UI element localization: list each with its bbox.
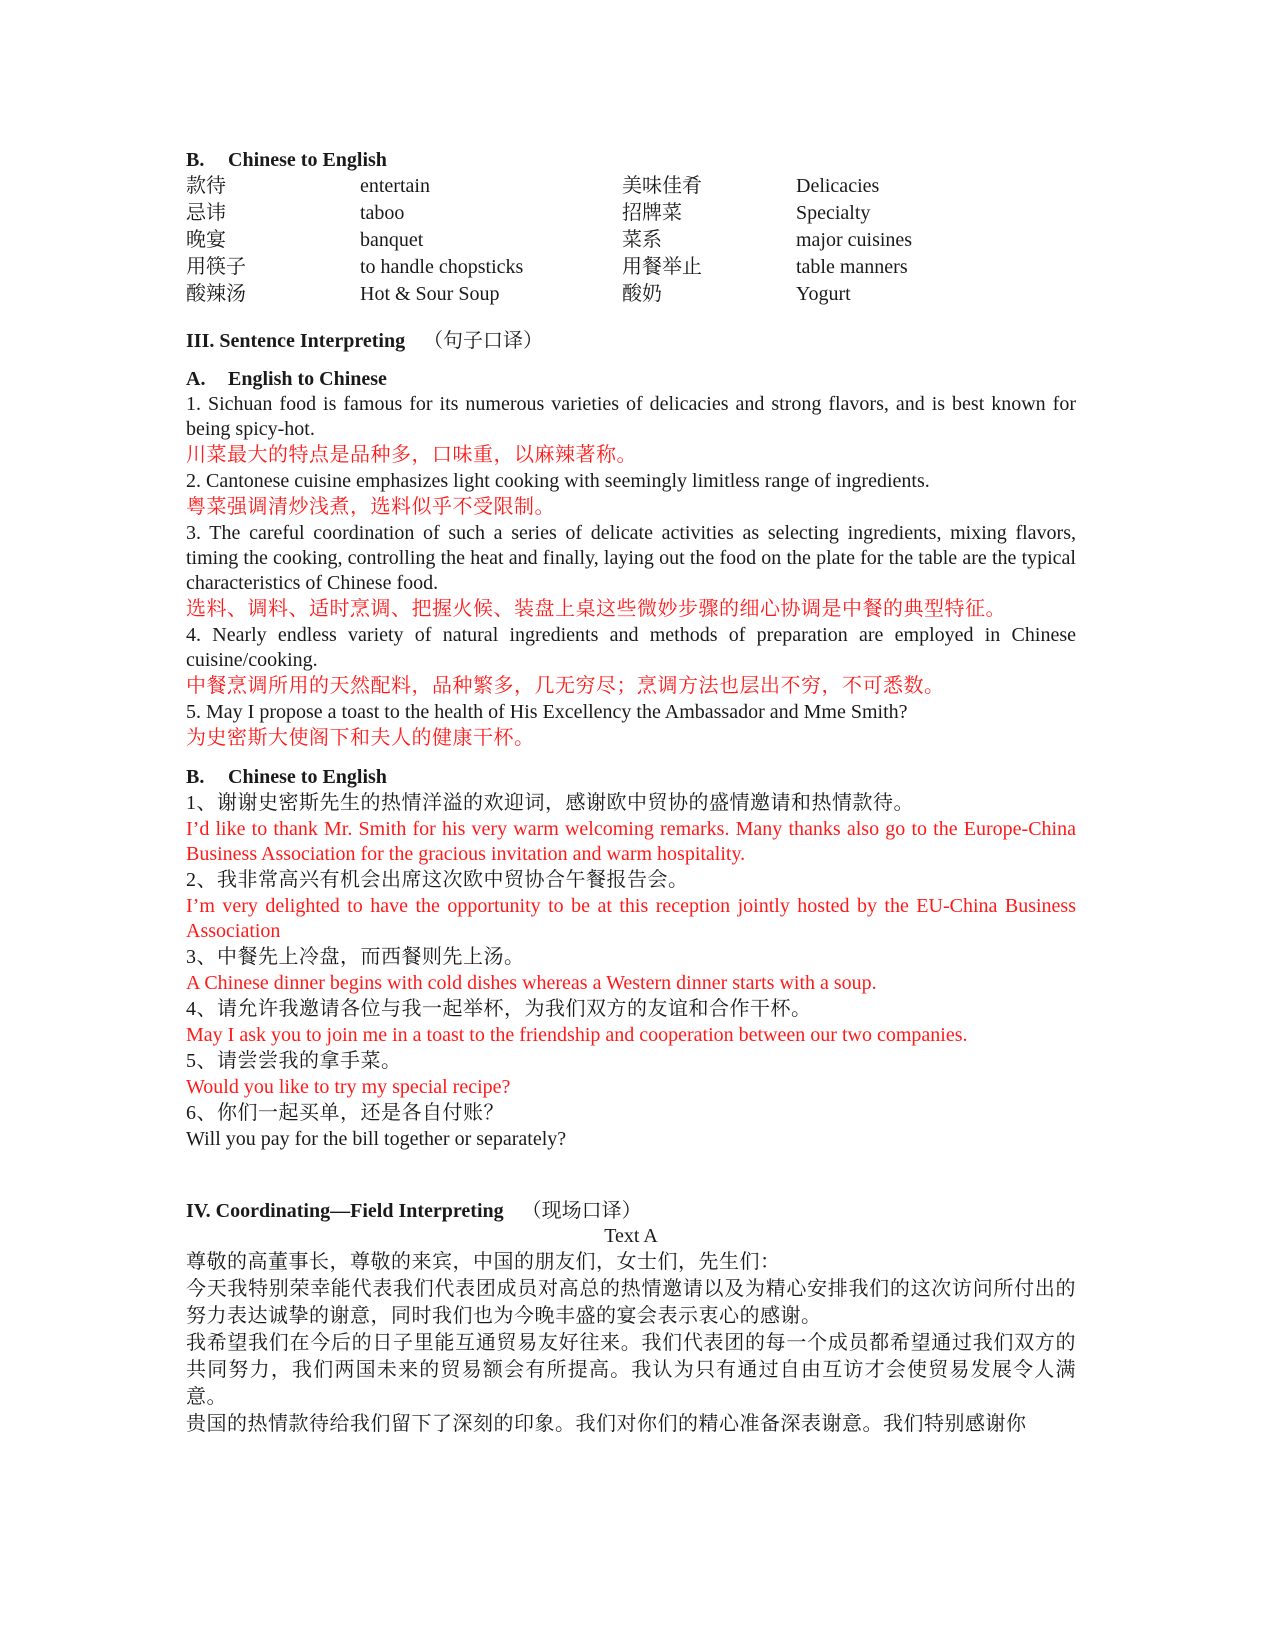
vocab-cn: 忌讳 (186, 202, 226, 224)
source-sentence: 3. The careful coordination of such a series of delicate activities as selecting ingredients, mixing flavors, timing the cooking, controlling the heat and finally, laying out the food on the plate for the table are the typical characteristics of Chinese food. (186, 522, 1076, 594)
answer-sentence: Will you pay for the bill together or separately? (186, 1128, 567, 1150)
document-page (186, 147, 1076, 1438)
subsection-letter: B. (186, 766, 205, 788)
text-label: Text A (604, 1225, 658, 1247)
section-title-cn: （现场口译） (521, 1200, 642, 1222)
vocab-en: major cuisines (796, 229, 913, 251)
speech-paragraph: 我希望我们在今后的日子里能互通贸易友好往来。我们代表团的每一个成员都希望通过我们双方的共同努力，我们两国未来的贸易额会有所提高。我认为只有通过自由互访才会使贸易发展令人满意。 (186, 1332, 1076, 1408)
answer-sentence: 粤菜强调清炒浅煮，选料似乎不受限制。 (186, 496, 555, 518)
section-title (186, 1198, 1076, 1224)
vocab-table (186, 173, 1076, 308)
section-title-text: III. Sentence Interpreting (186, 330, 406, 352)
vocab-en: Yogurt (796, 283, 851, 305)
subsection-text: Chinese to English (228, 766, 387, 788)
answer-sentence: 中餐烹调所用的天然配料，品种繁多，几无穷尽；烹调方法也层出不穷，不可悉数。 (186, 675, 945, 697)
vocab-cn: 酸辣汤 (186, 283, 246, 305)
cn-to-en-list (186, 790, 1076, 1152)
vocab-row (186, 200, 1076, 227)
vocab-cn: 美味佳肴 (622, 175, 702, 197)
subsection-text: English to Chinese (228, 368, 387, 390)
subsection-letter: A. (186, 368, 206, 390)
vocab-row (186, 254, 1076, 281)
vocab-en: taboo (360, 202, 405, 224)
answer-sentence: 川菜最大的特点是品种多，口味重，以麻辣著称。 (186, 444, 637, 466)
source-sentence: 5. May I propose a toast to the health of His Excellency the Ambassador and Mme Smith? (186, 701, 908, 723)
section-title-cn: （句子口译） (423, 330, 544, 352)
source-sentence: 1、谢谢史密斯先生的热情洋溢的欢迎词，感谢欧中贸协的盛情邀请和热情款待。 (186, 792, 914, 814)
vocab-cn: 款待 (186, 175, 226, 197)
answer-sentence: May I ask you to join me in a toast to the friendship and cooperation between our two companies. (186, 1024, 968, 1046)
answer-sentence: I’d like to thank Mr. Smith for his very warm welcoming remarks. Many thanks also go to the Europe-China Business Association for the gracious invitation and warm hospitality. (186, 818, 1076, 865)
vocab-en: Hot & Sour Soup (360, 283, 500, 305)
vocab-cn: 用筷子 (186, 256, 246, 278)
vocab-row (186, 227, 1076, 254)
vocab-heading-letter: B. (186, 149, 205, 171)
subsection-heading (186, 764, 1076, 790)
vocab-en: Delicacies (796, 175, 880, 197)
vocab-en: to handle chopsticks (360, 256, 524, 278)
source-sentence: 1. Sichuan food is famous for its numerous varieties of delicacies and strong flavors, and is best known for being spicy-hot. (186, 393, 1076, 440)
vocab-en: banquet (360, 229, 424, 251)
answer-sentence: 为史密斯大使阁下和夫人的健康干杯。 (186, 727, 535, 749)
vocab-row (186, 173, 1076, 200)
vocab-en: entertain (360, 175, 430, 197)
source-sentence: 6、你们一起买单，还是各自付账？ (186, 1102, 504, 1124)
source-sentence: 4. Nearly endless variety of natural ingredients and methods of preparation are employed in Chinese cuisine/cooking. (186, 624, 1076, 671)
en-to-cn-list (186, 392, 1076, 752)
source-sentence: 4、请允许我邀请各位与我一起举杯，为我们双方的友谊和合作干杯。 (186, 998, 812, 1020)
vocab-cn: 用餐举止 (622, 256, 702, 278)
subsection-heading (186, 366, 1076, 392)
vocab-cn: 招牌菜 (622, 202, 682, 224)
answer-sentence: 选料、调料、适时烹调、把握火候、装盘上桌这些微妙步骤的细心协调是中餐的典型特征。 (186, 598, 1006, 620)
speech-paragraph: 贵国的热情款待给我们留下了深刻的印象。我们对你们的精心准备深表谢意。我们特别感谢你 (186, 1413, 1027, 1435)
speech-paragraph: 尊敬的高董事长，尊敬的来宾，中国的朋友们，女士们，先生们： (186, 1251, 781, 1273)
source-sentence: 2. Cantonese cuisine emphasizes light cooking with seemingly limitless range of ingredients. (186, 470, 930, 492)
vocab-heading-text: Chinese to English (228, 149, 387, 171)
vocab-cn: 晚宴 (186, 229, 226, 251)
speech-paragraph: 今天我特别荣幸能代表我们代表团成员对高总的热情邀请以及为精心安排我们的这次访问所付出的努力表达诚挚的谢意，同时我们也为今晚丰盛的宴会表示衷心的感谢。 (186, 1278, 1076, 1327)
answer-sentence: Would you like to try my special recipe? (186, 1076, 511, 1098)
speech-text (186, 1249, 1076, 1438)
section-title (186, 328, 1076, 354)
vocab-row (186, 281, 1076, 308)
source-sentence: 5、请尝尝我的拿手菜。 (186, 1050, 402, 1072)
source-sentence: 2、我非常高兴有机会出席这次欧中贸协合午餐报告会。 (186, 869, 689, 891)
vocab-cn: 酸奶 (622, 283, 662, 305)
vocab-en: Specialty (796, 202, 871, 224)
source-sentence: 3、中餐先上冷盘，而西餐则先上汤。 (186, 946, 525, 968)
vocab-heading (186, 147, 1076, 173)
answer-sentence: I’m very delighted to have the opportunity to be at this reception jointly hosted by the EU-China Business Association (186, 895, 1076, 942)
vocab-en: table manners (796, 256, 908, 278)
section-title-text: IV. Coordinating—Field Interpreting (186, 1200, 504, 1222)
vocab-cn: 菜系 (622, 229, 662, 251)
answer-sentence: A Chinese dinner begins with cold dishes whereas a Western dinner starts with a soup. (186, 972, 877, 994)
